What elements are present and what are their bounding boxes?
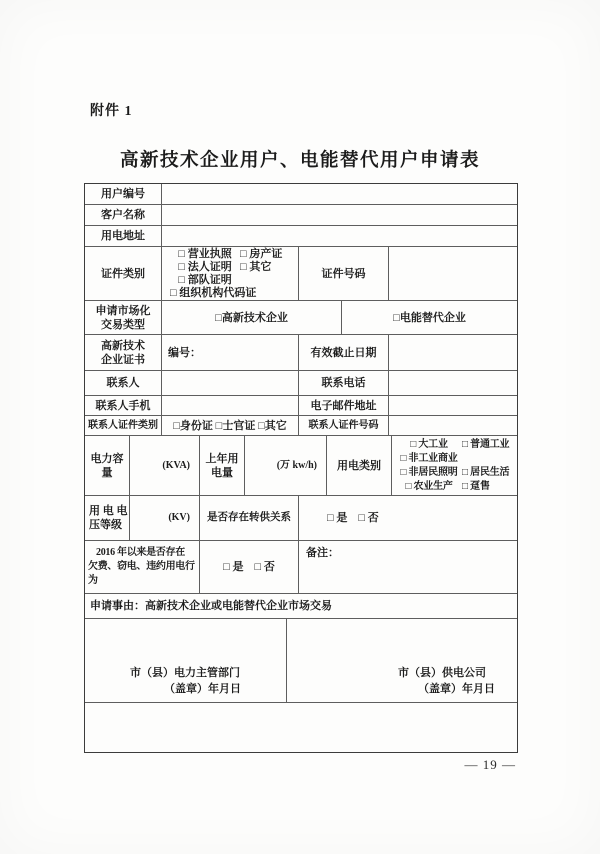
- contact-phone-label: 联系电话: [298, 371, 388, 395]
- checkbox-option: □ 部队证明: [178, 273, 232, 286]
- usage-type-label: 用电类别: [326, 436, 391, 495]
- voltage-label-line: 用 电 电: [89, 505, 128, 517]
- sign-authority-cell: [85, 619, 286, 702]
- checkbox-option: □ 居民生活: [462, 466, 510, 478]
- market-option-hightech: □高新技术企业: [161, 301, 341, 334]
- contact-cert-no-label: 联系人证件号码: [298, 416, 388, 435]
- table-row-arrears: [85, 540, 517, 593]
- usage-option-line: [396, 466, 509, 480]
- capacity-label-line: 量: [101, 466, 113, 479]
- lastyear-label: [199, 436, 244, 495]
- usage-type-options: [391, 436, 517, 495]
- address-label: 用电地址: [101, 230, 145, 242]
- contact-cert-no-value-cell: [388, 416, 517, 435]
- table-row-cert-type: [85, 246, 517, 300]
- arrears-label-line: 2016 年以来是否存在: [96, 547, 185, 558]
- customer-name-label: 客户名称: [101, 209, 145, 221]
- voltage-unit-cell: (KV): [129, 496, 199, 540]
- sign-supplier-line: （盖章）年月日: [418, 683, 495, 695]
- table-row-signatures: [85, 618, 517, 702]
- reason-prefix: 申请事由：: [90, 600, 145, 612]
- market-type-label: [85, 301, 161, 334]
- checkbox-option: □ 营业执照: [178, 247, 232, 260]
- attachment-label: 附件 1: [90, 104, 133, 119]
- contact-label: 联系人: [106, 377, 140, 389]
- checkbox-option: □ 法人证明: [178, 260, 232, 273]
- valid-until-label: 有效截止日期: [298, 335, 388, 370]
- page-title: 高新技术企业用户、电能替代用户申请表: [119, 151, 480, 171]
- sign-supplier-cell: [286, 619, 517, 702]
- user-no-value-cell: [161, 184, 517, 204]
- table-row-voltage: [85, 495, 517, 540]
- checkbox-option: □ 非居民照明: [400, 466, 458, 478]
- lastyear-unit-cell: (万 kw/h): [244, 436, 326, 495]
- checkbox-option: □ 组织机构代码证: [170, 286, 257, 299]
- table-row-user-no: [85, 184, 517, 204]
- checkbox-option: □ 大工业: [410, 438, 448, 450]
- usage-option-line: [396, 438, 509, 452]
- table-row-contact: [85, 370, 517, 395]
- table-row-empty: [85, 702, 517, 752]
- cert-no-label: 证件号码: [298, 247, 388, 300]
- checkbox-option: □ 普通工业: [462, 438, 510, 450]
- contact-mobile-label: 联系人手机: [95, 399, 151, 412]
- table-row-hightech-cert: [85, 334, 517, 370]
- table-row-capacity: [85, 435, 517, 495]
- usage-option-line: [396, 452, 462, 466]
- sign-supplier-line: 市（县）供电公司: [398, 667, 486, 679]
- customer-name-value-cell: [161, 205, 517, 225]
- capacity-label: [85, 436, 129, 495]
- contact-mobile-value-cell: [161, 396, 298, 415]
- checkbox-option: □ 房产证: [240, 247, 283, 260]
- usage-option-line: [396, 480, 490, 494]
- remark-cell: 备注：: [298, 541, 517, 593]
- market-type-label-line: 申请市场化: [95, 304, 151, 317]
- arrears-label-line: 为: [88, 575, 98, 586]
- table-row-contact-mobile: [85, 395, 517, 415]
- table-row-address: [85, 225, 517, 246]
- contact-cert-type-label: 联系人证件类别: [88, 419, 158, 431]
- table-row-reason: [85, 593, 517, 618]
- sign-supplier-block: [398, 665, 495, 697]
- hightech-cert-label-line: 高新技术: [101, 339, 145, 352]
- page-number: — 19 —: [464, 757, 516, 772]
- lastyear-label-line: 电量: [211, 466, 233, 479]
- email-value-cell: [388, 396, 517, 415]
- resupply-label: 是否存在转供关系: [199, 496, 298, 540]
- arrears-label: [85, 541, 199, 593]
- checkbox-option: □ 非工业商业: [400, 452, 458, 464]
- cert-no-value-cell: [388, 247, 517, 300]
- arrears-label-line: 欠费、窃电、违约用电行: [88, 561, 195, 572]
- hightech-cert-label-line: 企业证书: [101, 353, 145, 366]
- cert-option-line: [170, 248, 282, 261]
- cert-option-line: [170, 274, 240, 287]
- table-row-customer-name: [85, 204, 517, 225]
- capacity-unit-cell: (KVA): [129, 436, 199, 495]
- checkbox-option: □ 趸售: [462, 480, 490, 492]
- capacity-label-line: 电力容: [90, 452, 124, 465]
- hightech-cert-no-cell: 编号：: [161, 335, 298, 370]
- contact-value-cell: [161, 371, 298, 395]
- sign-authority-line: （盖章）年月日: [164, 683, 241, 695]
- resupply-options: □ 是 □ 否: [298, 496, 517, 540]
- table-row-contact-cert: [85, 415, 517, 435]
- voltage-label-line: 压等级: [89, 519, 122, 531]
- checkbox-option: □ 农业生产: [405, 480, 453, 492]
- reason-text: 高新技术企业或电能替代企业市场交易: [145, 600, 332, 612]
- application-form-table: [84, 183, 518, 753]
- lastyear-label-line: 上年用: [205, 452, 239, 465]
- reason-cell: [85, 594, 517, 618]
- sign-authority-line: 市（县）电力主管部门: [130, 667, 240, 679]
- valid-until-value-cell: [388, 335, 517, 370]
- arrears-options: □ 是 □ 否: [199, 541, 298, 593]
- email-label: 电子邮件地址: [298, 396, 388, 415]
- hightech-cert-label: [85, 335, 161, 370]
- cert-type-label: 证件类别: [101, 267, 145, 280]
- contact-phone-value-cell: [388, 371, 517, 395]
- empty-bottom-cell: [85, 703, 517, 752]
- table-row-market-type: [85, 300, 517, 334]
- user-no-label: 用户编号: [101, 188, 145, 200]
- address-value-cell: [161, 226, 517, 246]
- contact-cert-options: □身份证 □士官证 □其它: [161, 416, 298, 435]
- voltage-label: [85, 496, 129, 540]
- market-type-label-line: 交易类型: [101, 318, 145, 331]
- checkbox-option: □ 其它: [240, 260, 272, 273]
- sign-authority-block: [130, 665, 241, 697]
- cert-option-line: [170, 287, 256, 300]
- market-option-substitution: □电能替代企业: [341, 301, 517, 334]
- cert-option-line: [170, 261, 271, 274]
- cert-type-options: [161, 247, 298, 300]
